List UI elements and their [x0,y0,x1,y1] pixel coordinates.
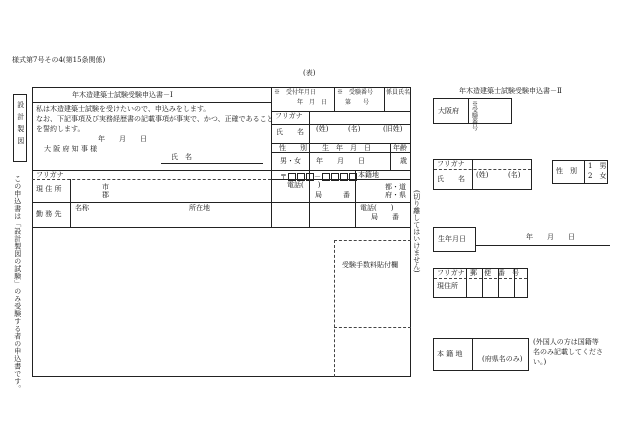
workplace-location-label: 所在地 [189,204,210,212]
domicile-box-2 [433,338,529,371]
name-label-2: 氏 名 [437,175,465,183]
side-note: この申込書は「設計製図の試験」のみ受験する者の申込書です。 [13,175,22,393]
drawing-exam-label: 設計製図 [16,101,25,149]
given-name-2: (名) [508,171,521,179]
furigana-label-2: フリガナ [437,160,465,168]
dob-value-2: 年 月 日 [526,233,575,241]
sex-box-2 [552,160,608,184]
sex-label: 性 別 [279,144,307,152]
address-label-2: 現住所 [437,282,458,290]
pledge-line-2: なお、下記事項及び実務経歴書の記載事項が事実で、かつ、正確であること [36,115,274,123]
workplace-name-label: 名称 [75,204,89,212]
address-furigana-label: フリガナ [36,171,64,179]
workplace-label: 勤 務 先 [36,210,62,218]
foreign-note-1: (外国人の方は国籍等 [533,338,599,346]
exam-no-label-2: ※受験番号 [472,101,479,132]
address-label: 現 住 所 [36,185,62,193]
dob-label: 生 年 月 日 [322,144,371,152]
male-label: 男 [599,162,607,170]
cut-note: (切り離してはいけません) [412,190,421,273]
foreign-note-2: 名のみ記載してくださ [533,348,603,356]
exam-no-box [433,98,512,132]
form-1-title: 年木造建築士試験受験申込書－Ⅰ [72,91,173,99]
sex-label-2: 性 別 [556,167,577,175]
front-label: (表) [303,69,316,77]
dob-box-2 [433,227,476,252]
workplace-phone-label: 電話( ) [360,204,394,212]
dob-label-2: 生年月日 [438,235,466,243]
female-number: 2 [588,172,593,180]
fee-stamp-area: 受験手数料貼付欄 [342,261,398,269]
form-number: 様式第7号その4(第15条関係) [12,56,106,64]
female-label: 女 [599,172,607,180]
sex-value: 男・女 [280,157,301,165]
furigana-label: フリガナ [275,112,303,120]
pledge-date: 年 月 日 [98,135,147,143]
surname-2: (姓) [476,171,489,179]
postal-label-2: 郵 便 番 号 [470,269,519,277]
city-label-2: 郡 [102,191,109,199]
drawing-exam-box [13,94,27,162]
given-name: (名) [348,125,361,133]
male-number: 1 [588,162,593,170]
foreign-note-3: い。) [533,358,547,366]
staff-name-label: 係員氏名 [386,89,411,96]
exam-no-label: ※ 受験番号 [337,89,374,96]
city-label-1: 市 [102,183,109,191]
male-option[interactable] [588,163,606,170]
pref-label-2: 府・県 [385,191,406,199]
osaka-label: 大阪府 [438,107,459,115]
name-label: 氏 名 [276,128,304,136]
phone-station: 局 番 [315,191,350,199]
female-option[interactable] [588,173,606,180]
pledge-line-3: を誓約します。 [36,125,85,133]
name-box-2 [433,159,532,190]
signature-label: 氏 名 [171,153,192,161]
surname: (姓) [316,125,329,133]
receipt-date-label: ※ 受付年月日 [274,89,317,96]
addressee: 大 阪 府 知 事 様 [44,145,98,153]
exam-no-value: 第 号 [345,99,370,106]
age-label: 年齢 [393,144,407,152]
phone-label: 電話( ) [287,181,321,189]
workplace-phone-station: 局 番 [371,213,399,221]
receipt-date-value: 年 月 日 [297,99,328,106]
domicile-label: 本籍地 [358,171,379,179]
age-unit: 歳 [400,157,407,165]
postal-mark: 〒 [280,173,287,181]
address-box-2 [433,268,528,298]
postal-code-field[interactable]: 〒 － [280,173,357,181]
postal-furigana-label: フリガナ [437,269,465,277]
old-surname: (旧姓) [383,125,403,133]
dob-value: 年 月 日 [316,157,365,165]
form-2-title: 年木造建築士試験受験申込書－Ⅱ [459,87,562,95]
domicile-label-2: 本 籍 地 [437,350,463,358]
pledge-line-1: 私は木造建築士試験を受けたいので、申込みをします。 [36,105,211,113]
pref-note: (府県名のみ) [482,355,523,363]
pref-label-1: 都・道 [385,183,406,191]
